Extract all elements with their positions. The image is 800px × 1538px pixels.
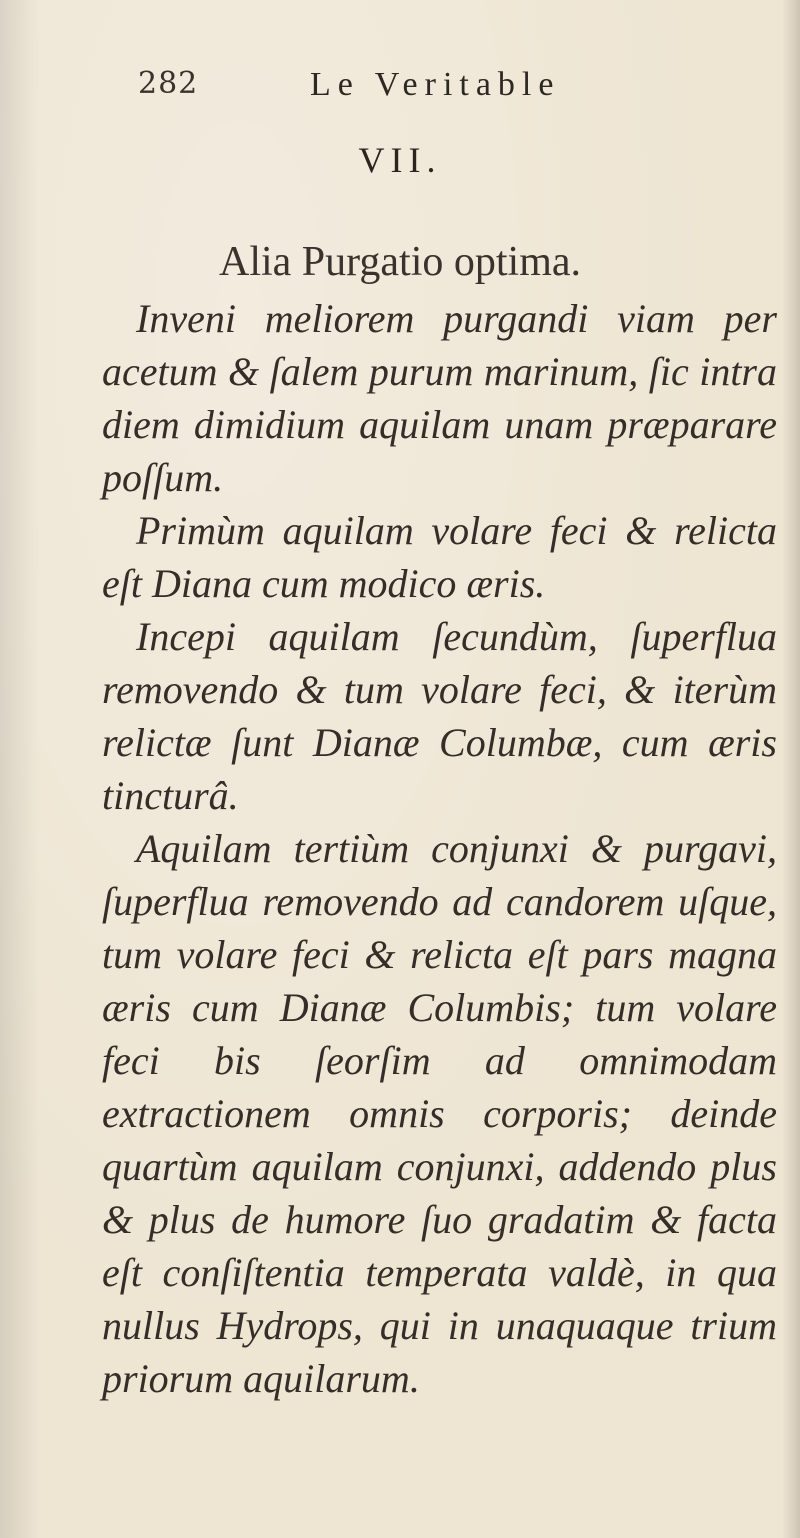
paragraph-1: Inveni meliorem purgandi viam per acetum & ſalem purum marinum, ſic intra diem dimidium aquilam unam præparare poſſum. [102, 296, 777, 500]
section-number: VII. [358, 140, 442, 180]
section-title: Alia Purgatio optima. [218, 239, 582, 285]
running-head: Le Veritable [310, 66, 561, 103]
page-edge-shadow [782, 0, 800, 1538]
paragraph-4: Aquilam tertiùm conjunxi & purgavi, ſuperflua removendo ad candorem uſque, tum volare feci & relicta eſt pars magna æris cum Dianæ Columbis; tum volare feci bis ſeorſim ad omnimodam extractionem omnis corporis; deinde quartùm aquilam conjunxi, addendo plus & plus de humore ſuo gradatim & facta eſt conſiſtentia temperata valdè, in qua nullus Hydrops, qui in unaquaque trium priorum aquilarum. [102, 826, 777, 1401]
paragraph-3: Incepi aquilam ſecundùm, ſuperflua removendo & tum volare feci, & iterùm relictæ ſunt Dianæ Columbæ, cum æris tincturâ. [102, 614, 777, 818]
body-text [102, 292, 777, 1405]
page-number: 282 [138, 66, 199, 101]
paragraph-2: Primùm aquilam volare feci & relicta eſt Diana cum modico æris. [102, 508, 777, 606]
